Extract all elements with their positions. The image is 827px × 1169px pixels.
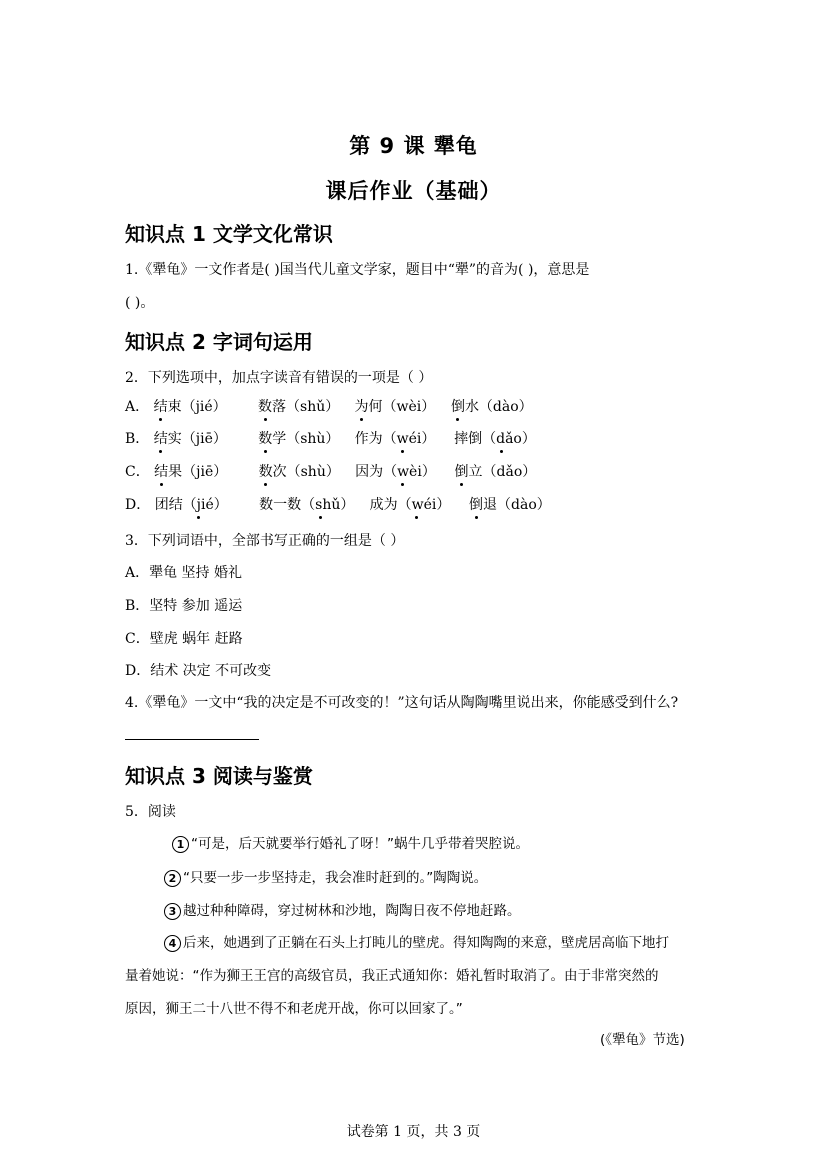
- question-3-option-d: D．结术 决定 不可改变: [125, 663, 272, 679]
- section-heading-2: 知识点 2 字词句运用: [125, 330, 313, 354]
- option-word: 退（dào）: [483, 497, 551, 513]
- paragraph-text: “只要一步一步坚持走，我会准时赶到的。”陶陶说。: [183, 870, 488, 886]
- question-2-option-d: [125, 494, 551, 514]
- dotted-char: 数: [258, 431, 273, 447]
- circled-number: 3: [164, 903, 181, 920]
- reading-paragraph-2: [164, 866, 487, 887]
- option-word: 何（wèi）: [368, 399, 436, 415]
- question-2-option-c: [125, 461, 536, 481]
- reading-paragraph-1: [172, 832, 529, 853]
- section-heading-1: 知识点 1 文学文化常识: [125, 222, 333, 246]
- paragraph-text: 后来，她遇到了正躺在石头上打盹儿的壁虎。得知陶陶的来意，壁虎居高临下地打: [183, 935, 669, 951]
- dotted-word: 数（shǔ）: [287, 497, 355, 513]
- question-3-option-b: B．坚特 参加 遥运: [125, 598, 243, 614]
- dotted-char: 结: [154, 464, 169, 480]
- option-label: A．: [125, 399, 150, 415]
- question-2-stem: 2．下列选项中，加点字读音有错误的一项是（ ）: [125, 370, 433, 386]
- plain-char: 摔: [454, 431, 469, 447]
- option-label: D．: [125, 497, 151, 513]
- page-footer: 试卷第 1 页，共 3 页: [346, 1124, 481, 1140]
- dotted-char: 倒: [454, 464, 469, 480]
- option-word: 立（dǎo）: [468, 464, 537, 480]
- reading-paragraph-4-line-3: 原因，狮王二十八世不得不和老虎开战，你可以回家了。”: [125, 1001, 463, 1017]
- dotted-word: 结（jié）: [168, 497, 228, 513]
- dotted-char: 倒: [450, 399, 465, 415]
- option-word: 学（shù）: [272, 431, 340, 447]
- reading-paragraph-4: [164, 931, 669, 952]
- dotted-word: 为（wèi）: [369, 464, 436, 480]
- option-word: 束（jié）: [167, 399, 227, 415]
- homework-subtitle: 课后作业（基础）: [325, 179, 502, 203]
- plain-char: 成: [369, 497, 384, 513]
- option-word: 次（shù）: [272, 464, 340, 480]
- dotted-char: 结: [153, 399, 168, 415]
- reading-source: (《犟龟》节选): [600, 1032, 685, 1048]
- question-3-stem: 3．下列词语中，全部书写正确的一组是（ ）: [125, 533, 405, 549]
- option-word: 实（jiē）: [167, 431, 227, 447]
- plain-char: 因: [355, 464, 370, 480]
- dotted-word: 为（wéi）: [368, 431, 436, 447]
- option-label: B．: [125, 431, 150, 447]
- dotted-char: 数: [258, 399, 273, 415]
- question-3-option-a: A．犟龟 坚持 婚礼: [125, 565, 243, 581]
- answer-blank-line: [125, 739, 259, 740]
- option-word: 水（dào）: [464, 399, 533, 415]
- dotted-char: 结: [153, 431, 168, 447]
- plain-char: 作: [354, 431, 369, 447]
- option-word: 果（jiē）: [168, 464, 228, 480]
- dotted-word: 为（wéi）: [383, 497, 451, 513]
- question-2-option-a: [125, 396, 533, 416]
- dotted-char: 数: [258, 464, 273, 480]
- question-4-stem: 4.《犟龟》一文中“我的决定是不可改变的！”这句话从陶陶嘴里说出来，你能感受到什么?: [125, 695, 679, 711]
- dotted-char: 为: [354, 399, 369, 415]
- question-5-label: 5．阅读: [125, 804, 176, 820]
- reading-paragraph-4-line-2: 量着她说：“作为狮王王宫的高级官员，我正式通知你：婚礼暂时取消了。由于非常突然的: [125, 968, 659, 984]
- question-3-option-c: C．壁虎 蜗年 赶路: [125, 631, 243, 647]
- option-label: C．: [125, 464, 150, 480]
- question-2-option-b: [125, 428, 536, 448]
- paragraph-text: “可是，后天就要举行婚礼了呀！”蜗牛几乎带着哭腔说。: [191, 836, 529, 852]
- plain-char: 数一: [259, 497, 288, 513]
- plain-char: 团: [154, 497, 169, 513]
- question-1-line-2: ( )。: [125, 295, 155, 311]
- reading-paragraph-3: [164, 899, 521, 920]
- paragraph-text: 越过种种障碍，穿过树林和沙地，陶陶日夜不停地赶路。: [183, 903, 521, 919]
- lesson-title: 第 9 课 犟龟: [349, 134, 478, 158]
- circled-number: 1: [172, 836, 189, 853]
- dotted-char: 倒: [469, 497, 484, 513]
- circled-number: 2: [164, 870, 181, 887]
- question-1-line-1: 1.《犟龟》一文作者是( )国当代儿童文学家，题目中“犟”的音为( )，意思是: [125, 262, 590, 278]
- dotted-word: 倒（dǎo）: [468, 431, 536, 447]
- circled-number: 4: [164, 935, 181, 952]
- option-word: 落（shǔ）: [272, 399, 340, 415]
- section-heading-3: 知识点 3 阅读与鉴赏: [125, 764, 313, 788]
